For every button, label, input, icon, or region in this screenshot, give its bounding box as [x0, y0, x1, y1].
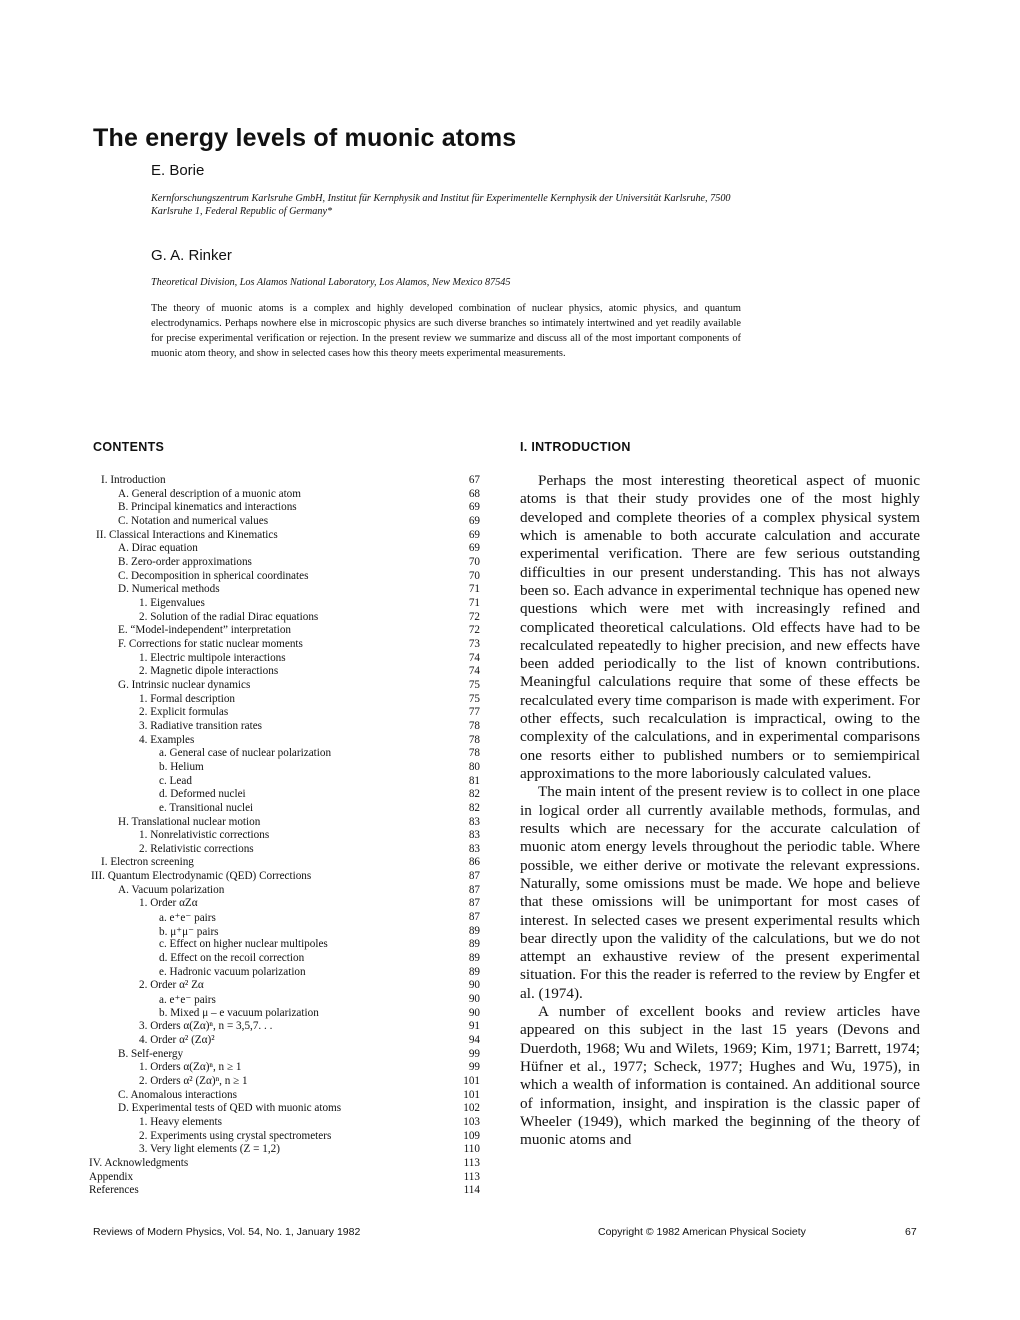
toc-entry-label: H. Translational nuclear motion: [118, 815, 261, 828]
toc-entry-page: 110: [463, 1143, 480, 1156]
toc-entry-page: 70: [468, 569, 480, 582]
toc-entry-page: 109: [463, 1129, 480, 1142]
toc-entry-label: C. Notation and numerical values: [118, 514, 269, 527]
toc-entry-label: I. Electron screening: [101, 856, 194, 869]
toc-entry-label: 2. Order α² Zα: [139, 979, 204, 992]
toc-entry-page: 103: [463, 1116, 480, 1129]
toc-entry: [0, 1061, 500, 1075]
toc-entry: [0, 624, 500, 638]
toc-entry-page: 90: [468, 993, 480, 1006]
toc-entry-label: 4. Order α² (Zα)²: [139, 1034, 215, 1047]
toc-entry-label: a. General case of nuclear polarization: [159, 747, 332, 760]
toc-entry: [0, 1020, 500, 1034]
toc-entry-label: III. Quantum Electrodynamic (QED) Corrections: [91, 870, 312, 883]
toc-entry-page: 94: [468, 1034, 480, 1047]
toc-entry: [0, 1075, 500, 1089]
toc-entry-page: 82: [468, 801, 480, 814]
toc-entry-page: 114: [463, 1184, 480, 1197]
toc-entry-label: 1. Heavy elements: [139, 1116, 222, 1129]
introduction-body: [520, 472, 920, 1150]
toc-entry: [0, 993, 500, 1007]
introduction-heading: I. INTRODUCTION: [520, 440, 631, 454]
toc-entry-label: A. Dirac equation: [118, 542, 198, 555]
toc-entry-page: 102: [463, 1102, 480, 1115]
toc-entry: [0, 734, 500, 748]
toc-entry-label: 3. Orders α(Zα)ⁿ, n = 3,5,7. . .: [139, 1020, 273, 1033]
toc-entry-page: 75: [468, 678, 480, 691]
toc-entry-label: e. Transitional nuclei: [159, 801, 254, 814]
toc-entry-page: 72: [468, 610, 480, 623]
toc-entry-label: 1. Nonrelativistic corrections: [139, 829, 270, 842]
toc-entry: [0, 488, 500, 502]
toc-entry-page: 89: [468, 924, 480, 937]
contents-heading: CONTENTS: [93, 440, 165, 454]
toc-entry: [0, 1143, 500, 1157]
toc-entry: [0, 870, 500, 884]
toc-entry-page: 78: [468, 719, 480, 732]
toc-entry-page: 81: [468, 774, 480, 787]
toc-entry-page: 91: [468, 1020, 480, 1033]
toc-entry-page: 73: [468, 637, 480, 650]
toc-entry: [0, 583, 500, 597]
intro-paragraph-3: A number of excellent books and review articles have appeared on this subject in the last 15 years (Devons and Duerdoth, 1968; Wu and Wilets, 1969; Kim, 1971; Barrett, 1974; Hüfner et al., 1977; Scheck, 1977; Hughes and Wu, 1975), in which a wealth of information is contained. An additional source of information, insight, and inspiration is the classic paper of Wheeler (1949), which marked the beginning of the theory of muonic atoms and: [520, 1003, 920, 1149]
copyright-footer: Copyright © 1982 American Physical Society: [598, 1226, 806, 1238]
toc-entry: [0, 1171, 500, 1185]
toc-entry-label: E. “Model-independent” interpretation: [118, 624, 292, 637]
toc-entry-page: 75: [468, 692, 480, 705]
toc-entry: [0, 720, 500, 734]
toc-entry-label: c. Effect on higher nuclear multipoles: [159, 938, 328, 951]
toc-entry-page: 90: [468, 1006, 480, 1019]
toc-entry-page: 99: [468, 1047, 480, 1060]
toc-entry: [0, 1184, 500, 1198]
toc-entry: [0, 884, 500, 898]
intro-paragraph-2: The main intent of the present review is to collect in one place in logical order all currently available methods, formulas, and results which are necessary for the accurate calculation of muonic atom energy levels throughout the periodic table. Where possible, we either derive or motivate the relevant expressions. Naturally, some omissions must be made. We hope and believe that these omissions will be unimportant for most cases of interest. In selected cases we present experimental results which bear directly upon the validity of the calculations, but we do not attempt an exhaustive review of the present experimental situation. For this the reader is referred to the review by Engfer et al. (1974).: [520, 783, 920, 1002]
toc-entry-page: 82: [468, 788, 480, 801]
toc-entry-label: C. Decomposition in spherical coordinates: [118, 569, 309, 582]
toc-entry-page: 70: [468, 555, 480, 568]
toc-entry: [0, 761, 500, 775]
journal-footer: Reviews of Modern Physics, Vol. 54, No. 1, January 1982: [93, 1226, 361, 1238]
toc-entry-page: 99: [468, 1061, 480, 1074]
toc-entry-label: 3. Radiative transition rates: [139, 719, 263, 732]
toc-entry-label: 2. Experiments using crystal spectrometers: [139, 1129, 332, 1142]
toc-entry: [0, 652, 500, 666]
toc-entry-page: 87: [468, 870, 480, 883]
intro-paragraph-1: Perhaps the most interesting theoretical aspect of muonic atoms is that their study provides one of the most highly developed and complete theories of a complex physical system which is amenable to both accurate calculation and accurate experimental verification. There are few serious outstanding difficulties in our present understanding. This has not always been so. Each advance in experimental technique has opened new questions which were met with increasingly refined and complicated theoretical calculations. Old effects have had to be recalculated repeatedly to higher precision, and new effects have been added periodically to the list of known contributions. Meaningful calculations require that some of these effects be recalculated every time comparison is made with experiment. For other effects, such recalculation is impractical, owing to the complexity of the calculations, and in experimental comparisons one resorts either to published numbers or to semiempirical approximations to the more laboriously calculated values.: [520, 472, 920, 782]
toc-entry-page: 90: [468, 979, 480, 992]
toc-entry-label: d. Effect on the recoil correction: [159, 952, 305, 965]
toc-entry-label: I. Introduction: [101, 474, 166, 486]
toc-entry-label: 2. Relativistic corrections: [139, 842, 254, 855]
toc-entry: [0, 1034, 500, 1048]
toc-entry-page: 113: [463, 1157, 480, 1169]
toc-entry-page: 67: [468, 474, 480, 486]
toc-entry-label: D. Numerical methods: [118, 583, 220, 596]
author-name-borie: E. Borie: [151, 162, 205, 179]
toc-entry: [0, 856, 500, 870]
toc-entry: [0, 1048, 500, 1062]
toc-entry-page: 87: [468, 883, 480, 896]
toc-entry-page: 69: [468, 514, 480, 527]
toc-entry-label: 2. Explicit formulas: [139, 706, 229, 719]
toc-entry-page: 69: [468, 501, 480, 514]
toc-entry-page: 71: [468, 583, 480, 596]
toc-entry-page: 89: [468, 938, 480, 951]
toc-entry: [0, 693, 500, 707]
toc-entry-label: 2. Solution of the radial Dirac equations: [139, 610, 319, 623]
toc-entry-label: B. Self-energy: [118, 1047, 184, 1060]
author-name-rinker: G. A. Rinker: [151, 247, 232, 264]
toc-entry-label: 1. Formal description: [139, 692, 236, 705]
toc-entry-label: 1. Orders α(Zα)ⁿ, n ≥ 1: [139, 1061, 242, 1074]
toc-entry-page: 113: [463, 1170, 480, 1183]
toc-entry-label: b. Mixed μ – e vacuum polarization: [159, 1006, 319, 1019]
toc-entry-page: 74: [468, 651, 480, 664]
toc-entry-label: c. Lead: [159, 774, 192, 787]
toc-entry-label: a. e⁺e⁻ pairs: [159, 912, 216, 925]
toc-entry-page: 78: [468, 747, 480, 760]
toc-entry-label: b. μ⁺μ⁻ pairs: [159, 925, 219, 938]
toc-entry-page: 69: [468, 542, 480, 555]
toc-entry: [0, 938, 500, 952]
toc-entry-page: 77: [468, 706, 480, 719]
author-affiliation-rinker: Theoretical Division, Los Alamos National Laboratory, Los Alamos, New Mexico 87545: [151, 277, 511, 288]
toc-entry: [0, 515, 500, 529]
toc-entry: [0, 911, 500, 925]
toc-entry-label: 3. Very light elements (Z = 1,2): [139, 1143, 280, 1156]
toc-entry-label: II. Classical Interactions and Kinematics: [96, 528, 278, 541]
toc-entry-label: 1. Electric multipole interactions: [139, 651, 286, 664]
toc-entry: [0, 829, 500, 843]
toc-entry-label: a. e⁺e⁻ pairs: [159, 994, 216, 1007]
toc-entry-label: Appendix: [89, 1170, 134, 1183]
toc-entry-label: B. Principal kinematics and interactions: [118, 501, 297, 514]
toc-entry-page: 72: [468, 624, 480, 637]
toc-entry: [0, 1089, 500, 1103]
toc-entry-label: A. General description of a muonic atom: [118, 487, 301, 500]
toc-entry-label: F. Corrections for static nuclear moments: [118, 637, 303, 650]
toc-entry-label: b. Helium: [159, 760, 204, 773]
page-number: 67: [905, 1226, 917, 1238]
toc-entry: [0, 966, 500, 980]
toc-entry-label: d. Deformed nuclei: [159, 788, 246, 801]
toc-entry: [0, 802, 500, 816]
toc-entry-label: 2. Orders α² (Zα)ⁿ, n ≥ 1: [139, 1075, 248, 1088]
toc-entry-label: IV. Acknowledgments: [89, 1157, 189, 1169]
toc-entry: [0, 747, 500, 761]
toc-entry-page: 89: [468, 952, 480, 965]
toc-entry: [0, 897, 500, 911]
toc-entry: [0, 1116, 500, 1130]
toc-entry-label: C. Anomalous interactions: [118, 1088, 238, 1101]
toc-entry: [0, 665, 500, 679]
toc-entry: [0, 952, 500, 966]
toc-entry-page: 71: [468, 596, 480, 609]
toc-entry: [0, 474, 500, 488]
toc-entry-page: 87: [468, 897, 480, 910]
toc-entry: [0, 816, 500, 830]
toc-entry: [0, 529, 500, 543]
abstract: The theory of muonic atoms is a complex and highly developed combination of nuclear physics, atomic physics, and quantum electrodynamics. Perhaps nowhere else in microscopic physics are such diverse branches so intimately intertwined and yet readily available for precise experimental verification or rejection. In the present review we summarize and discuss all of the most important components of muonic atom theory, and show in selected cases how this theory meets experimental measurements.: [151, 303, 741, 359]
toc-entry-page: 69: [468, 528, 480, 541]
author-affiliation-borie: Kernforschungszentrum Karlsruhe GmbH, Institut für Kernphysik and Institut für Experimentelle Kernphysik der Universität Karlsruhe, 7500 Karlsruhe 1, Federal Republic of Germany*: [151, 193, 731, 217]
toc-entry: [0, 501, 500, 515]
toc-entry-page: 74: [468, 665, 480, 678]
toc-entry-page: 68: [468, 487, 480, 500]
toc-entry: [0, 706, 500, 720]
paper-title: The energy levels of muonic atoms: [93, 124, 517, 152]
toc-entry-page: 83: [468, 815, 480, 828]
toc-entry: [0, 611, 500, 625]
toc-entry-page: 78: [468, 733, 480, 746]
toc-entry: [0, 1007, 500, 1021]
toc-entry-page: 101: [463, 1075, 480, 1088]
toc-entry-label: B. Zero-order approximations: [118, 555, 252, 568]
toc-entry-label: 1. Order αZα: [139, 897, 198, 910]
toc-entry-label: G. Intrinsic nuclear dynamics: [118, 678, 251, 691]
toc-entry-page: 101: [463, 1088, 480, 1101]
toc-entry-page: 86: [468, 856, 480, 869]
toc-entry-label: 2. Magnetic dipole interactions: [139, 665, 279, 678]
toc-entry-label: References: [89, 1184, 139, 1197]
toc-entry-page: 89: [468, 965, 480, 978]
toc-entry-page: 83: [468, 829, 480, 842]
toc-entry: [0, 1102, 500, 1116]
toc-entry-label: e. Hadronic vacuum polarization: [159, 965, 306, 978]
toc-entry-page: 83: [468, 842, 480, 855]
toc-entry: [0, 788, 500, 802]
toc-entry-label: 4. Examples: [139, 733, 195, 746]
toc-entry: [0, 570, 500, 584]
toc-entry-page: 80: [468, 760, 480, 773]
toc-entry-label: A. Vacuum polarization: [118, 883, 225, 896]
toc-entry: [0, 556, 500, 570]
toc-entry: [0, 638, 500, 652]
toc-entry: [0, 775, 500, 789]
toc-entry-label: 1. Eigenvalues: [139, 596, 205, 609]
toc-entry: [0, 1157, 500, 1171]
toc-entry: [0, 979, 500, 993]
toc-entry: [0, 1130, 500, 1144]
toc-entry-label: D. Experimental tests of QED with muonic atoms: [118, 1102, 342, 1115]
toc-entry-page: 87: [468, 911, 480, 924]
toc-entry: [0, 843, 500, 857]
toc-entry: [0, 597, 500, 611]
toc-entry: [0, 542, 500, 556]
toc-entry: [0, 679, 500, 693]
toc-entry: [0, 925, 500, 939]
